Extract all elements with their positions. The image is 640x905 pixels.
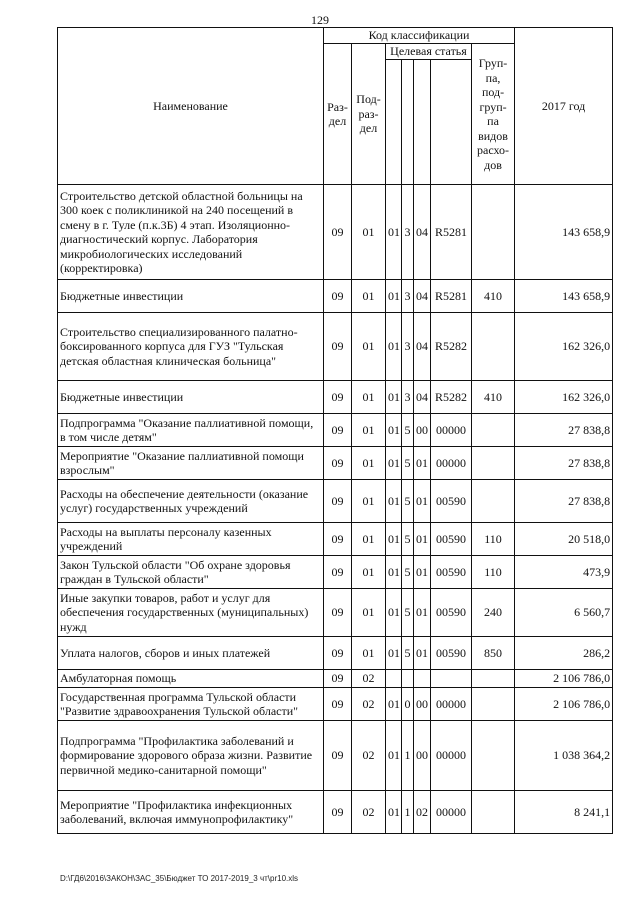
table-row <box>58 381 613 414</box>
table-row <box>58 523 613 556</box>
cell-t1: 01 <box>386 637 402 670</box>
cell-amount: 27 838,8 <box>515 414 613 447</box>
cell-t2: 5 <box>402 447 414 480</box>
cell-vr: 410 <box>472 280 515 313</box>
cell-t1: 01 <box>386 414 402 447</box>
cell-t2: 5 <box>402 637 414 670</box>
file-path-footer: D:\ГД6\2016\ЗАКОН\ЗАС_35\Бюджет ТО 2017-2019_3 чт\pr10.xls <box>60 874 299 883</box>
cell-amount: 2 106 786,0 <box>515 670 613 688</box>
table-row <box>58 721 613 791</box>
cell-t1: 01 <box>386 447 402 480</box>
table-row <box>58 280 613 313</box>
cell-t3: 00 <box>414 688 431 721</box>
cell-t2: 5 <box>402 589 414 637</box>
header-target: Целевая статья <box>386 44 472 60</box>
cell-t2: 5 <box>402 414 414 447</box>
cell-t3: 00 <box>414 721 431 791</box>
cell-name: Уплата налогов, сборов и иных платежей <box>58 637 324 670</box>
cell-prz: 01 <box>352 313 386 381</box>
cell-t4: 00000 <box>431 688 472 721</box>
cell-t3: 04 <box>414 280 431 313</box>
cell-name: Расходы на обеспечение деятельности (оказание услуг) государственных учреждений <box>58 480 324 523</box>
cell-t2: 3 <box>402 280 414 313</box>
cell-t1: 01 <box>386 280 402 313</box>
cell-t4: R5282 <box>431 313 472 381</box>
table-row <box>58 414 613 447</box>
header-classification: Код классификации <box>324 28 515 44</box>
cell-t3: 01 <box>414 447 431 480</box>
cell-t3: 01 <box>414 523 431 556</box>
table-body <box>58 185 613 834</box>
cell-vr: 410 <box>472 381 515 414</box>
cell-name: Строительство специализированного палатно-боксированного корпуса для ГУЗ "Тульская детская областная клиническая больница" <box>58 313 324 381</box>
cell-amount: 162 326,0 <box>515 381 613 414</box>
cell-t1: 01 <box>386 185 402 280</box>
cell-vr <box>472 480 515 523</box>
cell-t1: 01 <box>386 523 402 556</box>
cell-vr: 110 <box>472 523 515 556</box>
cell-t4: 00590 <box>431 637 472 670</box>
cell-rz: 09 <box>324 688 352 721</box>
cell-prz: 01 <box>352 637 386 670</box>
cell-prz: 01 <box>352 589 386 637</box>
cell-prz: 01 <box>352 523 386 556</box>
cell-prz: 01 <box>352 556 386 589</box>
cell-t1: 01 <box>386 791 402 834</box>
cell-rz: 09 <box>324 480 352 523</box>
header-year: 2017 год <box>515 28 613 185</box>
cell-name: Подпрограмма "Профилактика заболеваний и формирование здорового образа жизни. Развитие первичной медико-санитарной помощи" <box>58 721 324 791</box>
cell-t4: 00000 <box>431 447 472 480</box>
cell-amount: 6 560,7 <box>515 589 613 637</box>
cell-amount: 8 241,1 <box>515 791 613 834</box>
table-row <box>58 637 613 670</box>
cell-vr: 110 <box>472 556 515 589</box>
cell-amount: 27 838,8 <box>515 447 613 480</box>
cell-t4: R5281 <box>431 280 472 313</box>
table-row <box>58 185 613 280</box>
cell-vr <box>472 447 515 480</box>
header-razdel: Раз- дел <box>324 44 352 185</box>
budget-table <box>57 27 613 834</box>
cell-prz: 01 <box>352 185 386 280</box>
cell-t3: 00 <box>414 414 431 447</box>
page-number: 129 <box>311 13 329 27</box>
cell-amount: 143 658,9 <box>515 280 613 313</box>
cell-t2 <box>402 670 414 688</box>
cell-t4: R5281 <box>431 185 472 280</box>
cell-name: Мероприятие "Профилактика инфекционных заболеваний, включая иммунопрофилактику" <box>58 791 324 834</box>
table-row <box>58 480 613 523</box>
cell-t4: R5282 <box>431 381 472 414</box>
cell-t4: 00000 <box>431 721 472 791</box>
cell-vr <box>472 721 515 791</box>
table-row <box>58 313 613 381</box>
header-podrazdel: Под- раз- дел <box>352 44 386 185</box>
cell-t4: 00590 <box>431 523 472 556</box>
cell-name: Иные закупки товаров, работ и услуг для обеспечения государственных (муниципальных) нужд <box>58 589 324 637</box>
header-name: Наименование <box>58 28 324 185</box>
cell-t3: 04 <box>414 381 431 414</box>
cell-t2: 1 <box>402 721 414 791</box>
cell-name: Подпрограмма "Оказание паллиативной помощи, в том числе детям" <box>58 414 324 447</box>
table-row <box>58 791 613 834</box>
table-row <box>58 589 613 637</box>
cell-t2: 3 <box>402 313 414 381</box>
cell-vr <box>472 791 515 834</box>
cell-rz: 09 <box>324 185 352 280</box>
header-group: Груп- па, под- груп- па видов расхо- дов <box>472 44 515 185</box>
cell-amount: 286,2 <box>515 637 613 670</box>
cell-t1: 01 <box>386 313 402 381</box>
cell-vr: 240 <box>472 589 515 637</box>
cell-t4: 00590 <box>431 480 472 523</box>
cell-t3: 01 <box>414 480 431 523</box>
cell-rz: 09 <box>324 414 352 447</box>
cell-t4 <box>431 670 472 688</box>
cell-prz: 02 <box>352 688 386 721</box>
cell-t2: 5 <box>402 523 414 556</box>
cell-t4: 00590 <box>431 556 472 589</box>
cell-prz: 01 <box>352 447 386 480</box>
cell-vr <box>472 185 515 280</box>
cell-rz: 09 <box>324 637 352 670</box>
cell-vr <box>472 670 515 688</box>
cell-name: Бюджетные инвестиции <box>58 381 324 414</box>
cell-name: Амбулаторная помощь <box>58 670 324 688</box>
cell-t3: 04 <box>414 313 431 381</box>
cell-t3 <box>414 670 431 688</box>
cell-rz: 09 <box>324 721 352 791</box>
cell-t3: 01 <box>414 556 431 589</box>
cell-t2: 0 <box>402 688 414 721</box>
cell-t3: 04 <box>414 185 431 280</box>
header-target-part-2 <box>402 59 414 184</box>
cell-vr <box>472 414 515 447</box>
cell-amount: 473,9 <box>515 556 613 589</box>
cell-name: Строительство детской областной больницы на 300 коек с поликлиникой на 240 посещений в смену в г. Туле (п.к.3Б) 4 этап. Изоляционно-диагностический корпус. Лаборатория микробиологических исследований (корректировка) <box>58 185 324 280</box>
cell-rz: 09 <box>324 381 352 414</box>
cell-prz: 02 <box>352 670 386 688</box>
cell-vr: 850 <box>472 637 515 670</box>
header-target-part-1 <box>386 59 402 184</box>
cell-amount: 20 518,0 <box>515 523 613 556</box>
cell-name: Бюджетные инвестиции <box>58 280 324 313</box>
cell-prz: 01 <box>352 280 386 313</box>
cell-t2: 5 <box>402 556 414 589</box>
table-row <box>58 556 613 589</box>
cell-t3: 01 <box>414 637 431 670</box>
cell-t2: 1 <box>402 791 414 834</box>
cell-t2: 5 <box>402 480 414 523</box>
cell-t1: 01 <box>386 721 402 791</box>
table-row <box>58 670 613 688</box>
cell-rz: 09 <box>324 791 352 834</box>
cell-name: Расходы на выплаты персоналу казенных учреждений <box>58 523 324 556</box>
cell-prz: 01 <box>352 480 386 523</box>
cell-t2: 3 <box>402 381 414 414</box>
cell-t1: 01 <box>386 480 402 523</box>
cell-t1: 01 <box>386 556 402 589</box>
table-row <box>58 688 613 721</box>
cell-rz: 09 <box>324 523 352 556</box>
cell-name: Мероприятие "Оказание паллиативной помощи взрослым" <box>58 447 324 480</box>
cell-rz: 09 <box>324 313 352 381</box>
cell-t1: 01 <box>386 589 402 637</box>
cell-prz: 01 <box>352 381 386 414</box>
cell-name: Закон Тульской области "Об охране здоровья граждан в Тульской области" <box>58 556 324 589</box>
cell-amount: 1 038 364,2 <box>515 721 613 791</box>
cell-t1 <box>386 670 402 688</box>
cell-rz: 09 <box>324 556 352 589</box>
cell-rz: 09 <box>324 447 352 480</box>
cell-t3: 01 <box>414 589 431 637</box>
header-target-part-3 <box>414 59 431 184</box>
cell-prz: 02 <box>352 721 386 791</box>
cell-t4: 00000 <box>431 791 472 834</box>
table-row <box>58 447 613 480</box>
cell-t4: 00000 <box>431 414 472 447</box>
cell-amount: 27 838,8 <box>515 480 613 523</box>
cell-name: Государственная программа Тульской области "Развитие здравоохранения Тульской области" <box>58 688 324 721</box>
cell-vr <box>472 688 515 721</box>
cell-amount: 162 326,0 <box>515 313 613 381</box>
cell-t1: 01 <box>386 688 402 721</box>
cell-rz: 09 <box>324 670 352 688</box>
cell-t1: 01 <box>386 381 402 414</box>
table-header <box>58 28 613 185</box>
cell-t2: 3 <box>402 185 414 280</box>
cell-amount: 2 106 786,0 <box>515 688 613 721</box>
cell-t3: 02 <box>414 791 431 834</box>
cell-prz: 01 <box>352 414 386 447</box>
cell-vr <box>472 313 515 381</box>
cell-prz: 02 <box>352 791 386 834</box>
cell-t4: 00590 <box>431 589 472 637</box>
cell-rz: 09 <box>324 589 352 637</box>
cell-rz: 09 <box>324 280 352 313</box>
header-target-part-4 <box>431 59 472 184</box>
cell-amount: 143 658,9 <box>515 185 613 280</box>
